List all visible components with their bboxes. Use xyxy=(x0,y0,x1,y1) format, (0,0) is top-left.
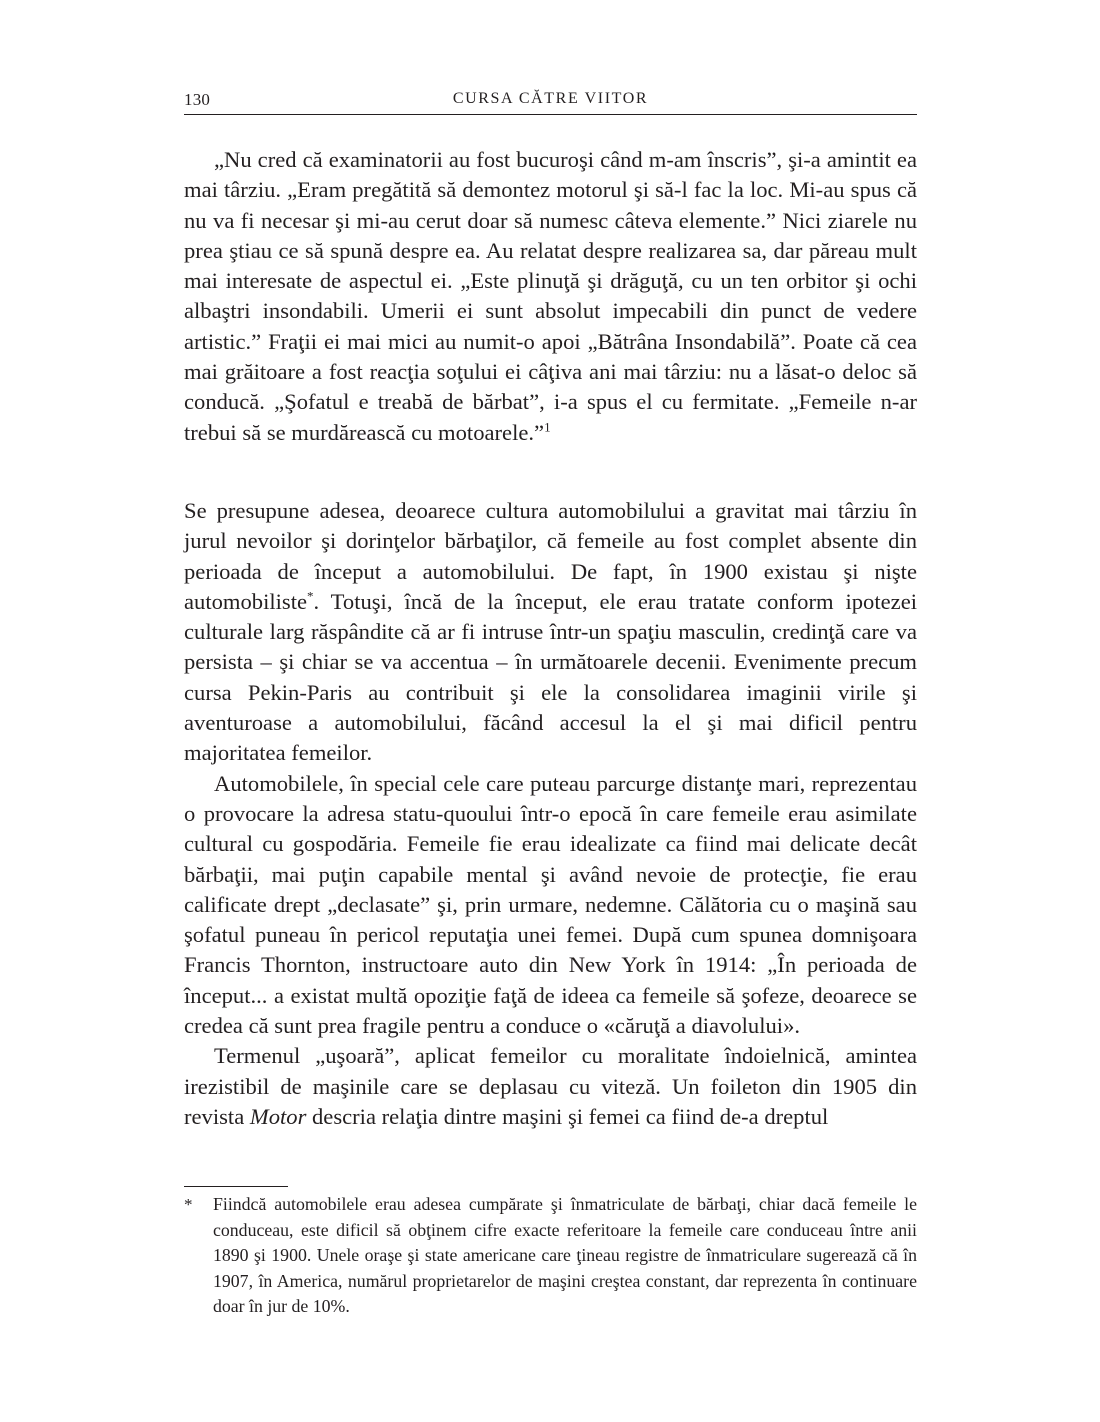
page-number: 130 xyxy=(184,90,211,109)
footnote-reference: * xyxy=(307,588,314,604)
paragraph-term xyxy=(184,1041,917,1132)
main-text-block xyxy=(184,496,917,1132)
paragraph-automobiles: Automobilele, în special cele care puteau parcurge distanţe mari, reprezentau o provocare la adresa statu-quoului într-o epocă în care femeile erau asimilate cultural cu gospodăria. Femeile fie erau idealizate ca fiind mai delicate decât bărbaţii, mai puţin capabile mental şi având nevoie de protecţie, fie erau calificate drept „declasate” şi, prin urmare, nedemne. Călătoria cu o maşină sau şofatul puneau în pericol reputaţia unei femei. După cum spunea domnişoara Francis Thornton, instructoare auto din New York în 1914: „În perioada de început... a existat multă opoziţie faţă de ideea ca femeile să şofeze, deoarece se credea că sunt prea fragile pentru a conduce o «căruţă a diavolului». xyxy=(184,770,917,1039)
quote-text: „Nu cred că examinatorii au fost bucuroşi când m-am înscris”, şi-a amintit ea mai târziu. „Eram pregătită să demontez motorul şi să-l fac la loc. Mi-au spus că nu va fi necesar şi mi-au cerut doar să numesc câteva elemente.” Nici ziarele nu prea ştiau ce să spună despre ea. Au relatat despre realizarea sa, dar păreau mult mai interesate de aspectul ei. „Este plinuţă şi drăguţă, cu un ten orbitor şi ochi albaştri insondabili. Umerii ei sunt absolut impecabili din punct de vedere artistic.” Fraţii ei mai mici au numit-o apoi „Bătrâna Insondabilă”. Poate că cea mai grăitoare a fost reacţia soţului ei câţiva ani mai târziu: nu a lăsat-o deloc să conducă. „Şofatul e treabă de bărbat”, i-a spus el cu fermitate. „Femeile n-ar trebui să se murdărească cu motoarele.” xyxy=(184,147,917,445)
endnote-reference: 1 xyxy=(544,419,551,435)
paragraph-text: Termenul „uşoară”, aplicat femeilor cu moralitate îndoielnică, amintea irezistibil de maşinile care se deplasau cu viteză. Un foileton din 1905 din revista xyxy=(184,1043,917,1129)
paragraph-text: Se presupune adesea, deoarece cultura automobilului a gravitat mai târziu în jurul nevoilor şi dorinţelor bărbaţilor, că femeile au fost complet absente din perioada de început a automobilului. De fapt, în 1900 existau şi nişte automobiliste xyxy=(184,498,917,614)
quote-block xyxy=(184,145,917,448)
paragraph-text: descria relaţia dintre maşini şi femei ca fiind de-a dreptul xyxy=(306,1103,829,1129)
book-title: CURSA CĂTRE VIITOR xyxy=(452,90,649,107)
footnote-marker: * xyxy=(184,1195,193,1214)
paragraph-text: . Totuşi, încă de la început, ele erau tratate conform ipotezei culturale larg răspândite că ar fi intruse într-un spaţiu masculin, credinţă care va persista – şi chiar se va accentua – în următoarele decenii. Evenimente precum cursa Pekin-Paris au contribuit şi ele la consolidarea imaginii virile şi aventuroase a automobilului, făcând accesul la el şi mai dificil pentru majoritatea femeilor. xyxy=(184,588,917,766)
running-head xyxy=(184,90,917,115)
quote-paragraph xyxy=(184,145,917,448)
footnote-text: Fiindcă automobilele erau adesea cumpărate şi înmatriculate de bărbaţi, chiar dacă femeile le conduceau, este dificil să obţinem cifre exacte referitoare la femeile care conduceau între anii 1890 şi 1900. Unele oraşe şi state americane care ţineau registre de înmatriculare sugerează că în 1907, în America, numărul proprietarelor de maşini creştea constant, dar reprezenta în continuare doar în jur de 10%. xyxy=(213,1194,917,1317)
magazine-title: Motor xyxy=(249,1103,307,1129)
footnote-divider xyxy=(184,1186,288,1187)
paragraph-first xyxy=(184,496,917,769)
footnote xyxy=(184,1192,917,1320)
